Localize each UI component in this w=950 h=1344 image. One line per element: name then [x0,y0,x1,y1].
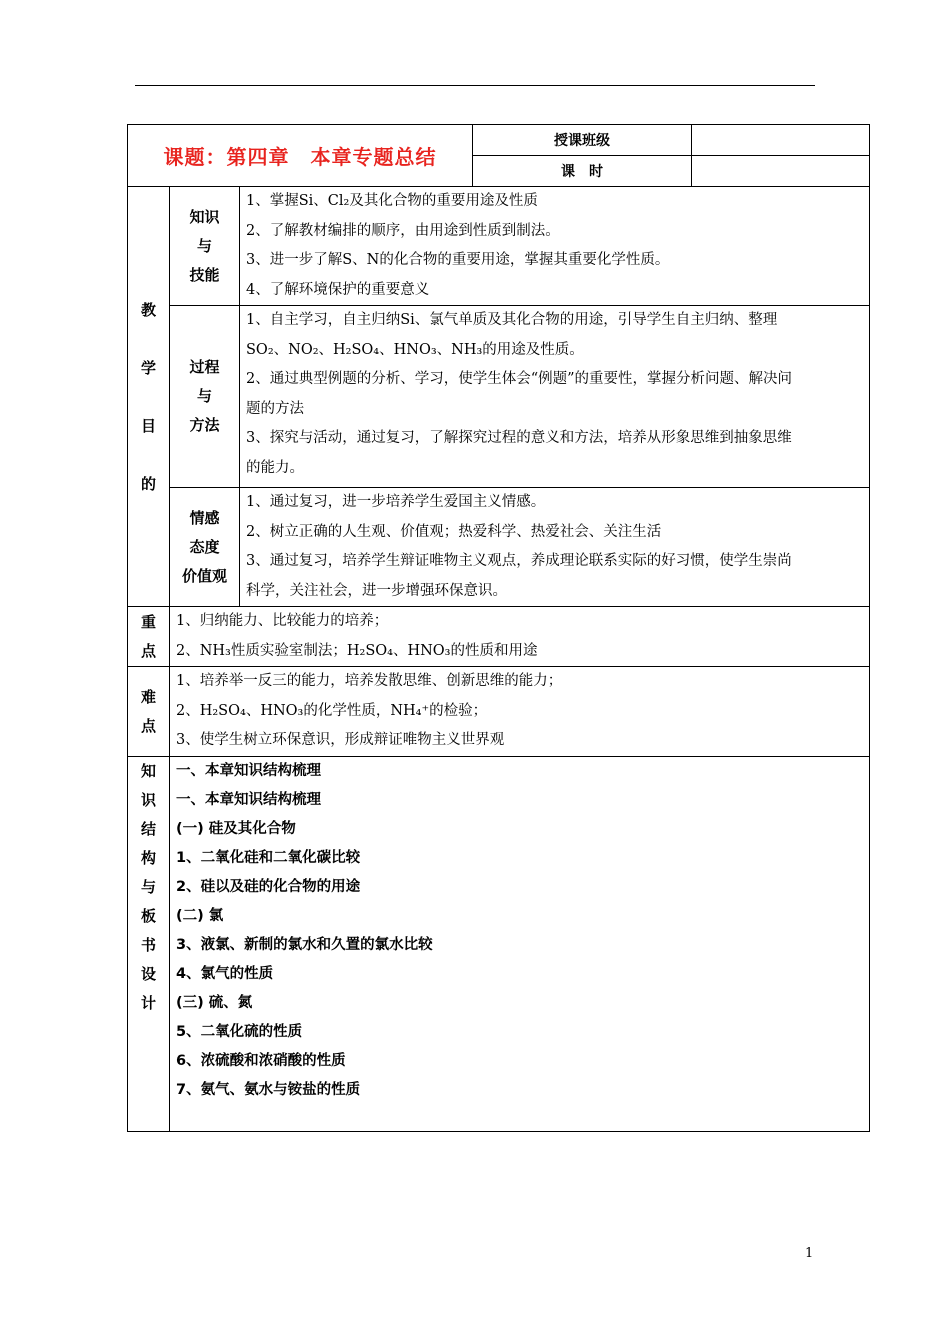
objectives-label-char: 的 [140,474,156,493]
key-points-content [170,607,870,667]
header-rule [135,85,815,86]
hours-value [692,156,870,187]
key-point-line: 1、归纳能力、比较能力的培养； [176,613,389,629]
knowledge-label-line: 与 [196,236,212,255]
difficulty-line: 1、培养举一反三的能力，培养发散思维、创新思维的能力； [176,673,563,689]
structure-label-char: 识 [140,791,156,809]
structure-line: (一) 硅及其化合物 [176,821,296,837]
process-label [170,306,240,488]
structure-line: 3、液氯、新制的氯水和久置的氯水比较 [176,937,433,953]
attitude-line: 1、通过复习，进一步培养学生爱国主义情感。 [246,494,546,510]
page-title: 课题：第四章 本章专题总结 [163,145,437,169]
structure-label-char: 板 [140,907,156,925]
page-number: 1 [805,1246,814,1261]
structure-label [128,757,170,1132]
structure-line: 4、氯气的性质 [176,966,274,982]
title-cell [128,125,473,187]
structure-line: (二) 氯 [176,908,224,924]
structure-label-char: 构 [140,849,156,867]
knowledge-label [170,187,240,306]
hours-label: 课 时 [473,156,692,187]
process-content [240,306,870,488]
structure-row [128,757,870,1132]
objective-attitude-row [128,488,870,607]
structure-line: 7、氨气、氨水与铵盐的性质 [176,1082,361,1098]
process-line: 1、自主学习，自主归纳Si、氯气单质及其化合物的用途，引导学生自主归纳、整理 [246,312,778,328]
difficulties-row [128,667,870,757]
difficulty-line: 3、使学生树立环保意识，形成辩证唯物主义世界观 [176,732,505,748]
key-points-label-char: 点 [140,641,156,660]
attitude-label [170,488,240,607]
key-point-line: 2、NH₃性质实验室制法；H₂SO₄、HNO₃的性质和用途 [176,642,538,659]
structure-label-char: 设 [140,965,156,983]
structure-content [170,757,870,1132]
process-label-line: 与 [196,387,212,405]
structure-label-char: 与 [140,878,156,896]
structure-line: 6、浓硫酸和浓硝酸的性质 [176,1053,346,1069]
knowledge-line: 4、了解环境保护的重要意义 [246,281,430,298]
structure-line: 5、二氧化硫的性质 [176,1024,303,1040]
lesson-plan-table [127,124,870,1132]
structure-line: 2、硅以及硅的化合物的用途 [176,879,361,895]
structure-label-char: 计 [140,994,156,1012]
class-value [692,125,870,156]
key-points-label-char: 重 [140,612,156,631]
knowledge-label-line: 技能 [189,265,220,284]
structure-line: 一、本章知识结构梳理 [176,792,321,808]
attitude-line: 科学，关注社会，进一步增强环保意识。 [246,582,507,599]
attitude-label-line: 情感 [189,508,220,527]
structure-label-char: 书 [140,936,156,954]
structure-line: 一、本章知识结构梳理 [176,763,321,779]
objectives-label-char: 目 [140,416,156,435]
attitude-line: 2、树立正确的人生观、价值观；热爱科学、热爱社会、关注生活 [246,523,662,540]
objectives-label-char: 教 [140,300,156,319]
process-label-line: 过程 [189,358,220,376]
process-line: 的能力。 [246,459,304,476]
difficulties-content [170,667,870,757]
objectives-label-char: 学 [140,358,156,377]
process-line: 3、探究与活动，通过复习，了解探究过程的意义和方法，培养从形象思维到抽象思维 [246,430,792,446]
difficulty-line: 2、H₂SO₄、HNO₃的化学性质，NH₄⁺的检验； [176,702,488,719]
process-label-line: 方法 [189,416,220,434]
difficulties-label [128,667,170,757]
difficulties-label-char: 点 [140,716,156,735]
structure-line: (三) 硫、氮 [176,995,253,1011]
process-line: 题的方法 [246,400,304,417]
knowledge-line: 2、了解教材编排的顺序，由用途到性质到制法。 [246,222,560,239]
attitude-label-line: 价值观 [181,566,227,585]
attitude-label-line: 态度 [189,537,220,556]
attitude-content [240,488,870,607]
key-points-row [128,607,870,667]
structure-label-char: 知 [140,762,156,780]
process-line: SO₂、NO₂、H₂SO₄、HNO₃、NH₃的用途及性质。 [246,341,584,358]
header-row-1 [128,125,870,156]
structure-line: 1、二氧化硅和二氧化碳比较 [176,850,361,866]
attitude-line: 3、通过复习，培养学生辩证唯物主义观点，养成理论联系实际的好习惯，使学生崇尚 [246,553,792,569]
objectives-label [128,187,170,607]
process-line: 2、通过典型例题的分析、学习，使学生体会“例题”的重要性，掌握分析问题、解决问 [246,371,793,387]
knowledge-content [240,187,870,306]
objective-knowledge-row [128,187,870,306]
knowledge-label-line: 知识 [189,207,220,226]
knowledge-line: 1、掌握Si、Cl₂及其化合物的重要用途及性质 [246,193,538,209]
knowledge-line: 3、进一步了解S、N的化合物的重要用途，掌握其重要化学性质。 [246,252,670,268]
difficulties-label-char: 难 [140,687,156,706]
objective-process-row [128,306,870,488]
class-label: 授课班级 [473,125,692,156]
structure-label-char: 结 [140,820,156,838]
key-points-label [128,607,170,667]
